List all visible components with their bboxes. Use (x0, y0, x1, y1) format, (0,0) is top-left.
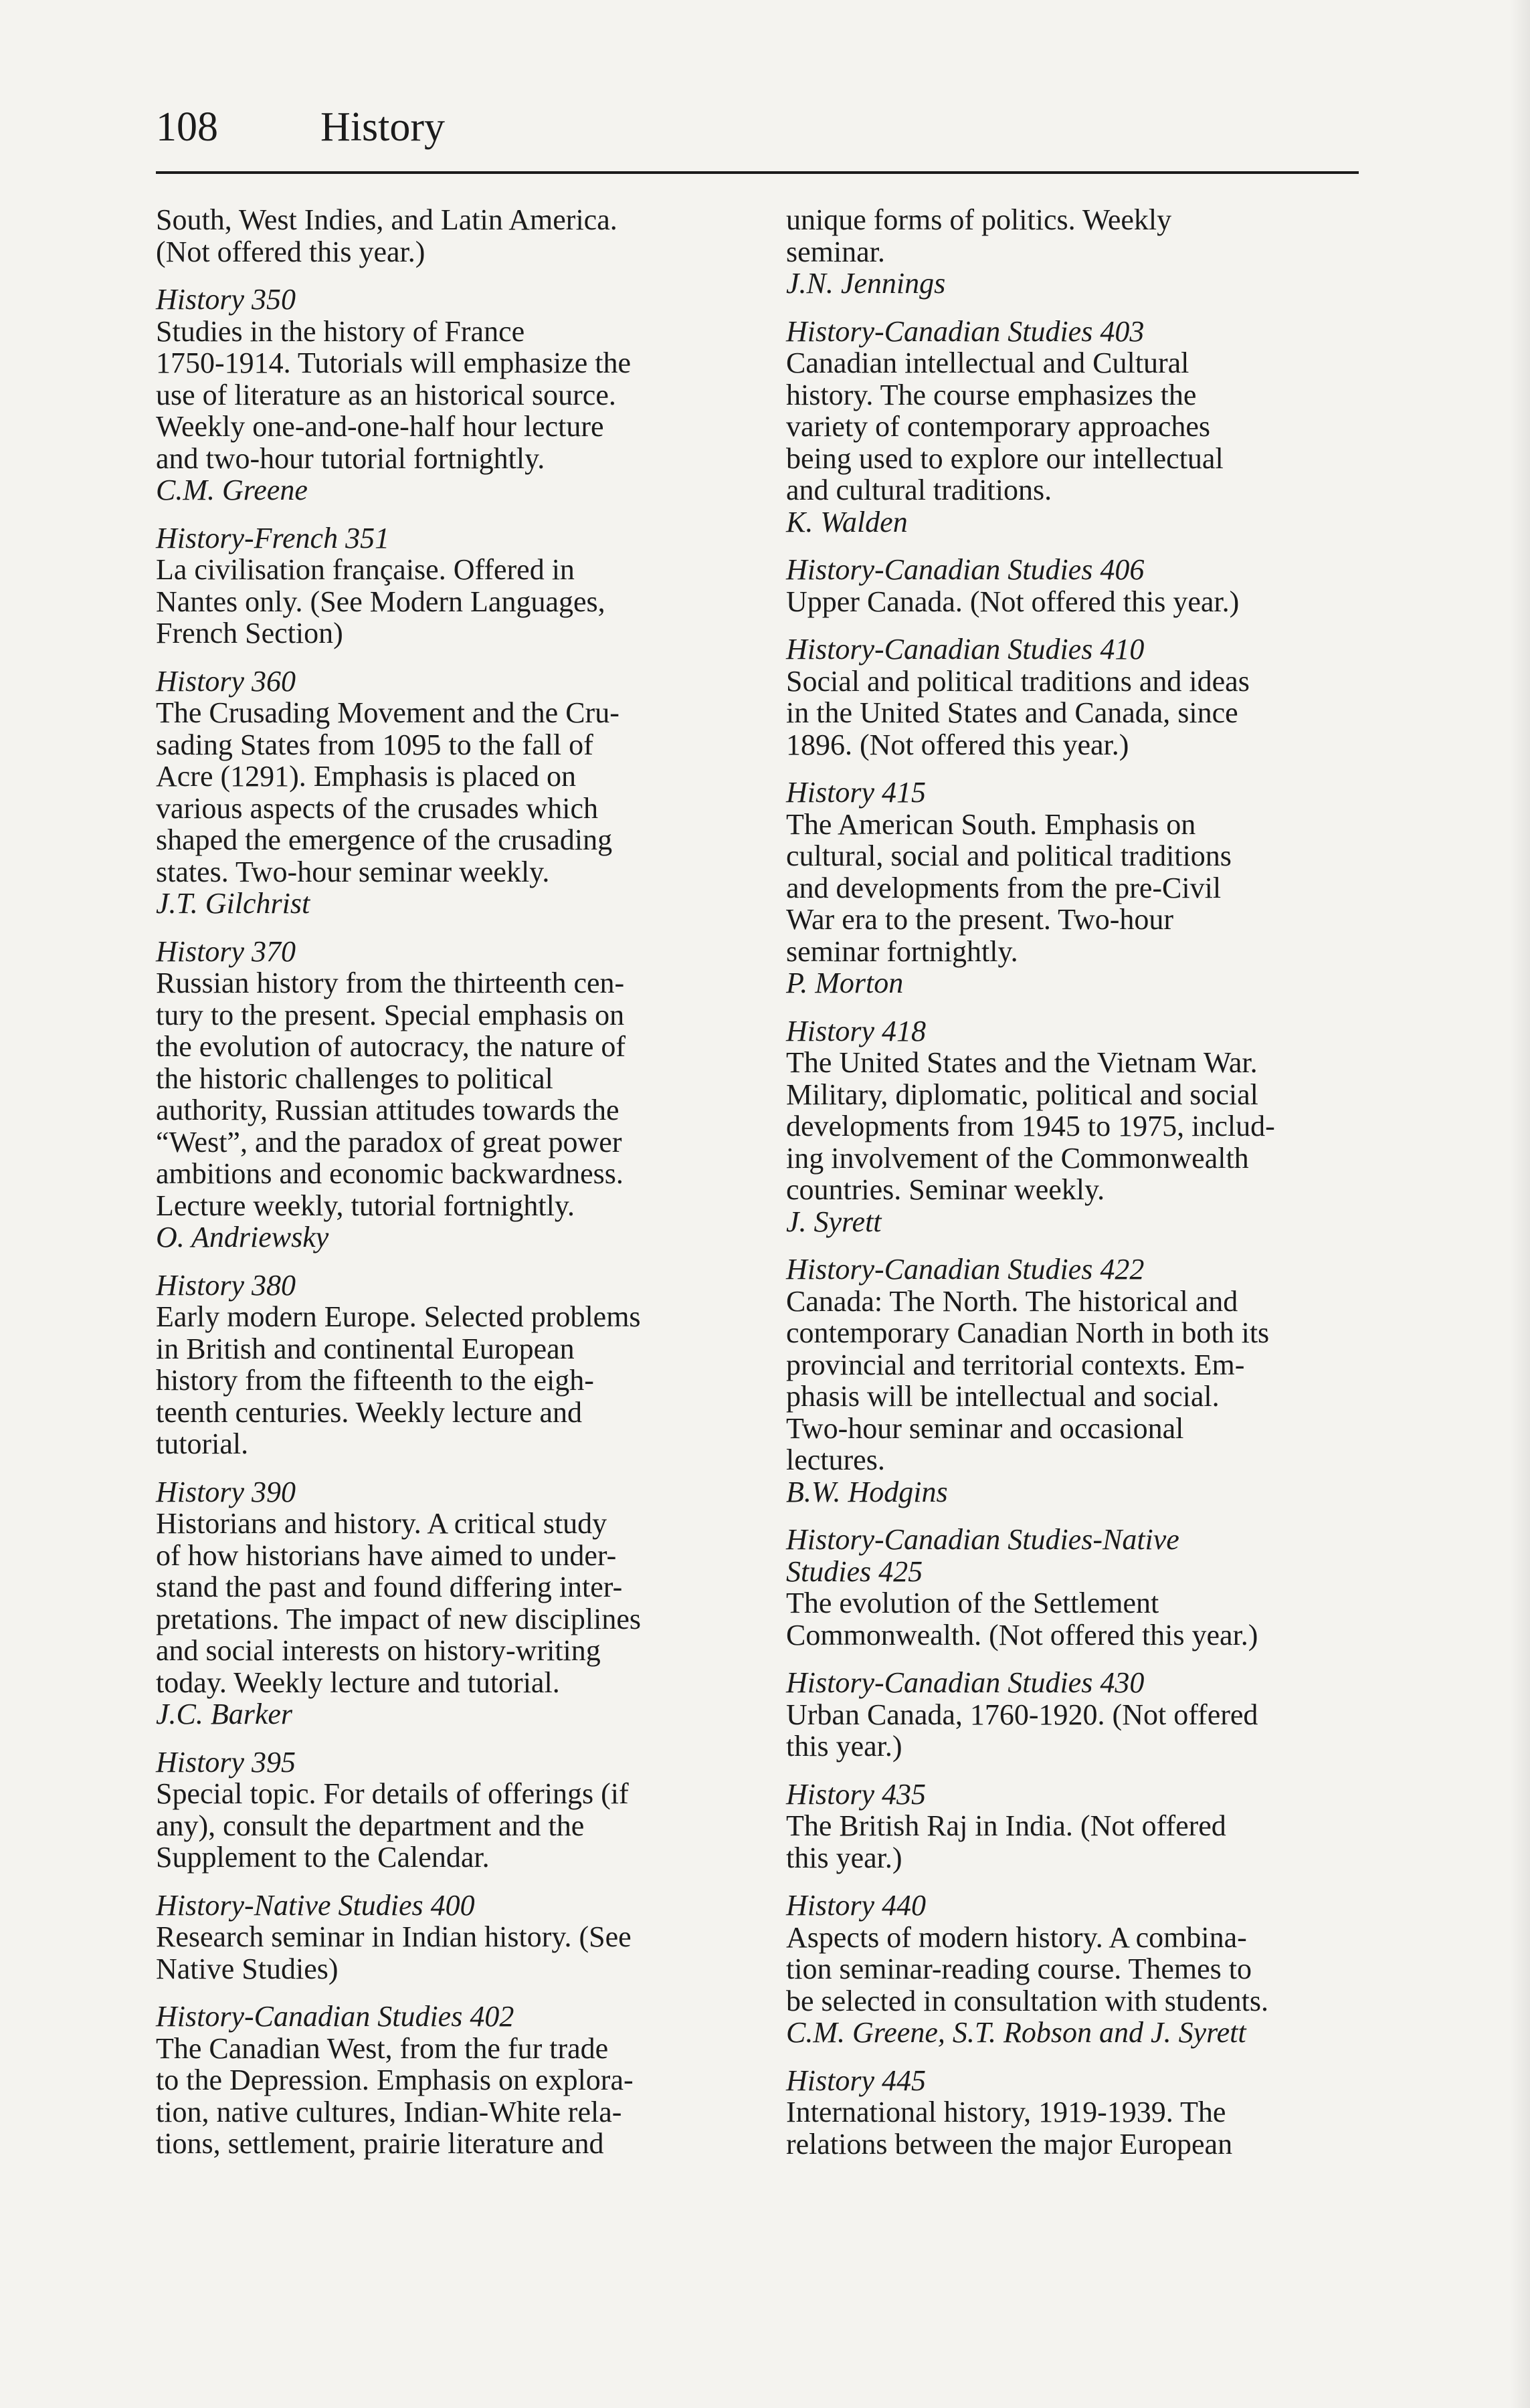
course-description: The Canadian West, from the fur trade to the Depression. Emphasis on explora- tion, native cultures, Indian-White rela- tions, settlement, prairie literature and (156, 2031, 634, 2160)
course-description: The American South. Emphasis on cultural, social and political traditions and developments from the pre-Civil War era to the present. Two-hour seminar fortnightly. (786, 807, 1232, 968)
course-entry (786, 1524, 1381, 1651)
course-entry (786, 1779, 1381, 1874)
course-instructor: J.T. Gilchrist (156, 887, 310, 920)
right-column (786, 204, 1381, 2176)
course-description: Studies in the history of France 1750-1914. Tutorials will emphasize the use of literature as an historical source. Weekly one-and-one-half hour lecture and two-hour tutorial fortnightly. (156, 314, 632, 475)
course-description: Research seminar in Indian history. (See Native Studies) (156, 1920, 632, 1985)
course-title: History 435 (786, 1777, 926, 1811)
course-entry (786, 204, 1381, 300)
course-entry (786, 1667, 1381, 1763)
course-title: History-Native Studies 400 (156, 1888, 475, 1922)
course-description: The evolution of the Settlement Commonwealth. (Not offered this year.) (786, 1587, 1258, 1651)
course-title: History 380 (156, 1268, 296, 1302)
course-title: History 390 (156, 1475, 296, 1508)
course-description: The British Raj in India. (Not offered this year.) (786, 1809, 1226, 1874)
course-description: The United States and the Vietnam War. Military, diplomatic, political and social developments from 1945 to 1975, includ- ing involvement of the Commonwealth countries. Seminar weekly. (786, 1046, 1275, 1206)
course-title: History-French 351 (156, 521, 390, 555)
course-entry (156, 936, 751, 1253)
course-title: History 360 (156, 664, 296, 698)
course-entry (786, 633, 1381, 761)
course-description: Social and political traditions and ideas in the United States and Canada, since 1896. (Not offered this year.) (786, 664, 1250, 761)
course-description: The Crusading Movement and the Cru- sading States from 1095 to the fall of Acre (1291). Emphasis is placed on various aspects of the crusades which shaped the emergence of the crusading states. Two-hour seminar weekly. (156, 696, 619, 888)
course-entry (786, 554, 1381, 617)
course-title: History 415 (786, 776, 926, 809)
course-description: Early modern Europe. Selected problems in British and continental European history from the fifteenth to the eigh- teenth centuries. Weekly lecture and tutorial. (156, 1300, 641, 1460)
course-entry (156, 2001, 751, 2160)
course-entry (786, 1890, 1381, 2049)
page-edge-shadow (1510, 0, 1530, 2408)
course-entry (786, 777, 1381, 999)
course-instructor: J.C. Barker (156, 1698, 293, 1730)
course-description: Special topic. For details of offerings (if any), consult the department and the Supplement to the Calendar. (156, 1777, 629, 1874)
course-entry (786, 2065, 1381, 2161)
course-title: History 370 (156, 934, 296, 968)
course-instructor: C.M. Greene, S.T. Robson and J. Syrett (786, 2016, 1246, 2049)
course-title: History-Canadian Studies 406 (786, 553, 1145, 586)
course-entry (786, 1015, 1381, 1238)
left-column (156, 204, 751, 2176)
course-title: History 445 (786, 2064, 926, 2097)
course-description: Canada: The North. The historical and contemporary Canadian North in both its provincial and territorial contexts. Em- phasis will be intellectual and social. Two-hour seminar and occasional lectures. (786, 1284, 1270, 1476)
course-entry (156, 1890, 751, 1985)
course-description: unique forms of politics. Weekly seminar. (786, 203, 1172, 268)
course-description: Urban Canada, 1760-1920. (Not offered this year.) (786, 1698, 1258, 1763)
course-description: Russian history from the thirteenth cen- tury to the present. Special emphasis on the evolution of autocracy, the nature of the historic challenges to political authority, Russian attitudes towards the “West”, and the paradox of great power ambitions and economic backwardness. Lecture weekly, tutorial fortnightly. (156, 967, 626, 1222)
course-entry (786, 1253, 1381, 1508)
course-description: Upper Canada. (Not offered this year.) (786, 585, 1240, 618)
header-rule (156, 171, 1359, 174)
course-title: History-Canadian Studies 402 (156, 2000, 514, 2033)
course-entry (786, 316, 1381, 538)
course-title: History-Canadian Studies 410 (786, 633, 1145, 666)
course-description: South, West Indies, and Latin America. (Not offered this year.) (156, 203, 617, 268)
course-entry (156, 284, 751, 506)
course-title: History-Canadian Studies 422 (786, 1253, 1145, 1286)
course-instructor: C.M. Greene (156, 474, 308, 506)
course-title: History 440 (786, 1889, 926, 1922)
course-entry (156, 204, 751, 268)
course-description: La civilisation française. Offered in Nantes only. (See Modern Languages, French Section) (156, 553, 605, 649)
course-title: History 395 (156, 1745, 296, 1779)
course-entry (156, 1476, 751, 1730)
course-entry (156, 1746, 751, 1874)
course-instructor: B.W. Hodgins (786, 1475, 948, 1508)
course-entry (156, 666, 751, 920)
page-number: 108 (156, 104, 218, 150)
course-instructor: J.N. Jennings (786, 267, 946, 300)
course-entry (156, 522, 751, 649)
course-title: History-Canadian Studies 403 (786, 314, 1145, 348)
course-entry (156, 1270, 751, 1460)
course-description: International history, 1919-1939. The relations between the major European (786, 2096, 1233, 2161)
course-description: Aspects of modern history. A combina- tion seminar-reading course. Themes to be selected in consultation with students. (786, 1920, 1268, 2017)
course-title: History-Canadian Studies-Native Studies 425 (786, 1523, 1179, 1588)
course-title: History 350 (156, 283, 296, 316)
course-title: History-Canadian Studies 430 (786, 1666, 1145, 1699)
course-instructor: P. Morton (786, 967, 904, 999)
course-instructor: K. Walden (786, 505, 908, 538)
course-instructor: J. Syrett (786, 1205, 882, 1238)
course-instructor: O. Andriewsky (156, 1221, 329, 1253)
page-header (156, 102, 1360, 175)
course-description: Historians and history. A critical study of how historians have aimed to under- stand the past and found differing inter- pretations. The impact of new disciplines and social interests on history-writing today. Weekly lecture and tutorial. (156, 1507, 642, 1699)
section-title: History (320, 104, 445, 150)
course-description: Canadian intellectual and Cultural history. The course emphasizes the variety of contemporary approaches being used to explore our intellectual and cultural traditions. (786, 346, 1224, 506)
course-title: History 418 (786, 1014, 926, 1047)
